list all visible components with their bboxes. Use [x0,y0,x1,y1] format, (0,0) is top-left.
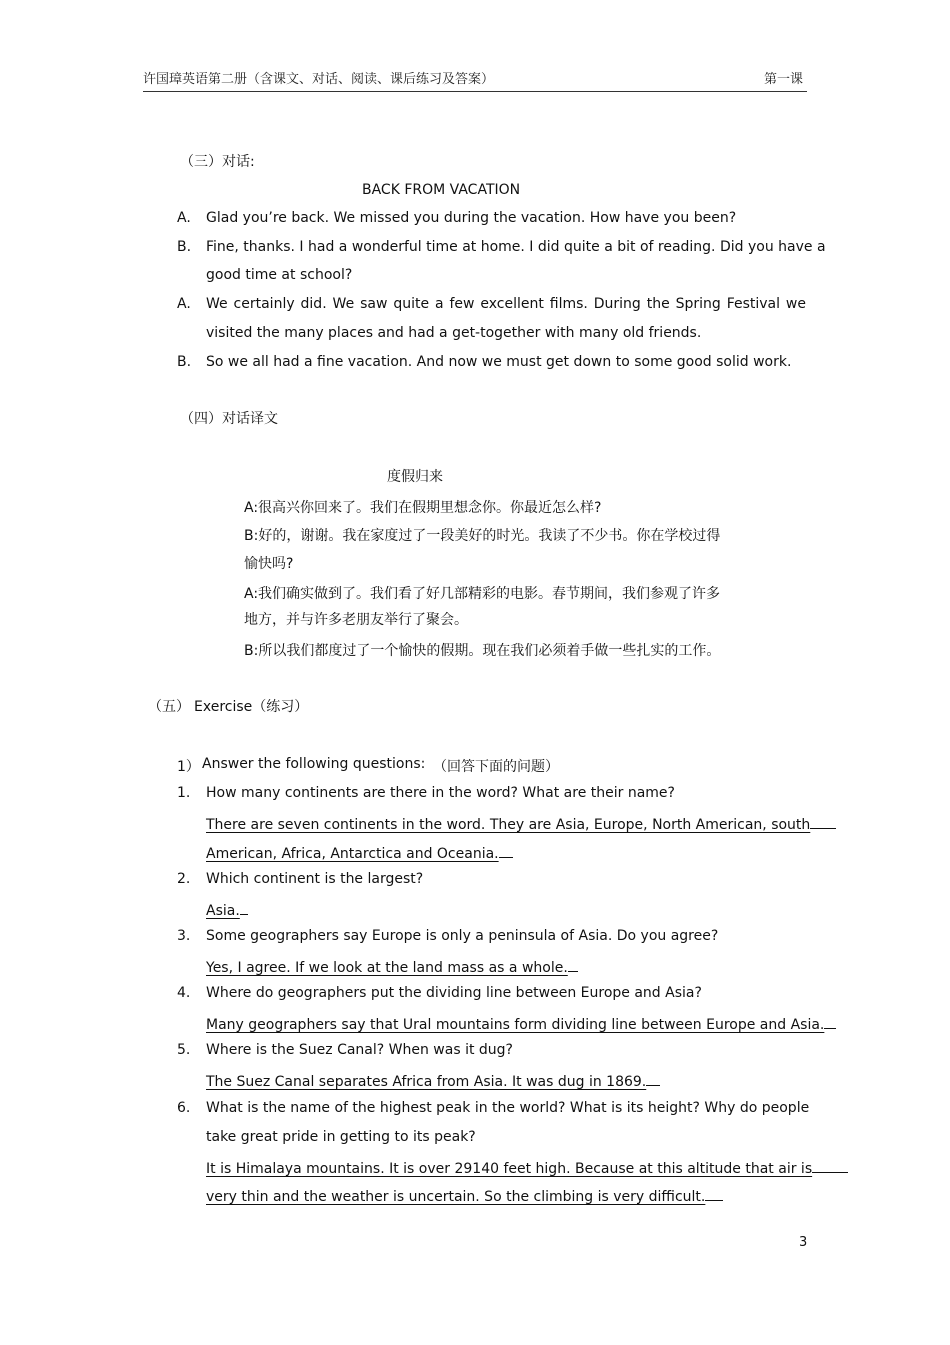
answer-line [206,1071,660,1090]
exercise-number: 1） [177,759,200,775]
answer-line [206,843,513,862]
speaker-label: B. [177,354,192,370]
page-number: 3 [799,1235,808,1250]
answer-blank [810,814,836,829]
question-text: What is the name of the highest peak in the world? What is its height? Why do people [206,1100,810,1116]
section3-heading: （三）对话: [180,154,255,170]
question-number: 5. [177,1042,191,1058]
question-text: How many continents are there in the word? What are their name? [206,785,675,801]
question-number: 6. [177,1100,191,1116]
answer-text: Many geographers say that Ural mountains form dividing line between Europe and Asia. [206,1017,825,1033]
translation-title: 度假归来 [387,469,443,485]
speaker-label: A. [177,210,191,226]
running-header-lesson: 第一课 [764,72,804,87]
answer-blank [499,843,513,858]
header-rule [143,91,807,92]
answer-blank [646,1071,660,1086]
translation-line: B:所以我们都度过了一个愉快的假期。现在我们必须着手做一些扎实的工作。 [244,643,721,659]
question-number: 1. [177,785,191,801]
dialogue-title: BACK FROM VACATION [362,182,521,198]
question-text: Some geographers say Europe is only a peninsula of Asia. Do you agree? [206,928,719,944]
translation-line: A:我们确实做到了。我们看了好几部精彩的电影。春节期间，我们参观了许多 [244,586,721,602]
answer-text: The Suez Canal separates Africa from Asia. It was dug in 1869. [206,1074,647,1090]
question-text-cont: take great pride in getting to its peak? [206,1129,476,1145]
dialogue-line: So we all had a fine vacation. And now we must get down to some good solid work. [206,354,792,370]
dialogue-line: Glad you’re back. We missed you during the vacation. How have you been? [206,210,737,226]
answer-blank [705,1186,723,1201]
dialogue-line: Fine, thanks. I had a wonderful time at home. I did quite a bit of reading. Did you have a [206,239,826,255]
answer-line [206,1014,836,1033]
answer-line [206,1186,723,1205]
translation-line: A:很高兴你回来了。我们在假期里想念你。你最近怎么样? [244,500,602,516]
answer-text: very thin and the weather is uncertain. So the climbing is very difficult. [206,1189,706,1205]
exercise-instruction-zh: （回答下面的问题） [433,759,559,775]
question-number: 3. [177,928,191,944]
section4-heading: （四）对话译文 [180,411,278,427]
answer-text: It is Himalaya mountains. It is over 29140 feet high. Because at this altitude that air is [206,1161,813,1177]
answer-blank [240,900,248,915]
answer-text: American, Africa, Antarctica and Oceania. [206,846,499,862]
section5-heading: Exercise（练习） [194,699,309,715]
running-header-title: 许国璋英语第二册（含课文、对话、阅读、课后练习及答案） [143,72,495,87]
dialogue-line-cont: good time at school? [206,267,353,283]
speaker-label: B. [177,239,192,255]
translation-line-cont: 愉快吗? [244,556,294,572]
answer-line [206,900,248,919]
translation-line: B:好的，谢谢。我在家度过了一段美好的时光。我读了不少书。你在学校过得 [244,528,721,544]
section5-number: （五） [148,699,190,715]
answer-line [206,957,578,976]
translation-line-cont: 地方，并与许多老朋友举行了聚会。 [244,612,468,628]
dialogue-line: We certainly did. We saw quite a few excellent films. During the Spring Festival we [206,296,806,312]
dialogue-line-cont: visited the many places and had a get-together with many old friends. [206,325,702,341]
answer-line [206,1158,848,1177]
exercise-instruction: Answer the following questions: [202,756,426,772]
question-text: Which continent is the largest? [206,871,424,887]
answer-blank [568,957,578,972]
answer-blank [824,1014,836,1029]
question-number: 4. [177,985,191,1001]
speaker-label: A. [177,296,191,312]
answer-text: There are seven continents in the word. They are Asia, Europe, North American, south [206,817,811,833]
question-text: Where is the Suez Canal? When was it dug? [206,1042,513,1058]
question-number: 2. [177,871,191,887]
answer-text: Yes, I agree. If we look at the land mass as a whole. [206,960,568,976]
answer-text: Asia. [206,903,240,919]
answer-line [206,814,836,833]
question-text: Where do geographers put the dividing line between Europe and Asia? [206,985,702,1001]
answer-blank [812,1158,848,1173]
